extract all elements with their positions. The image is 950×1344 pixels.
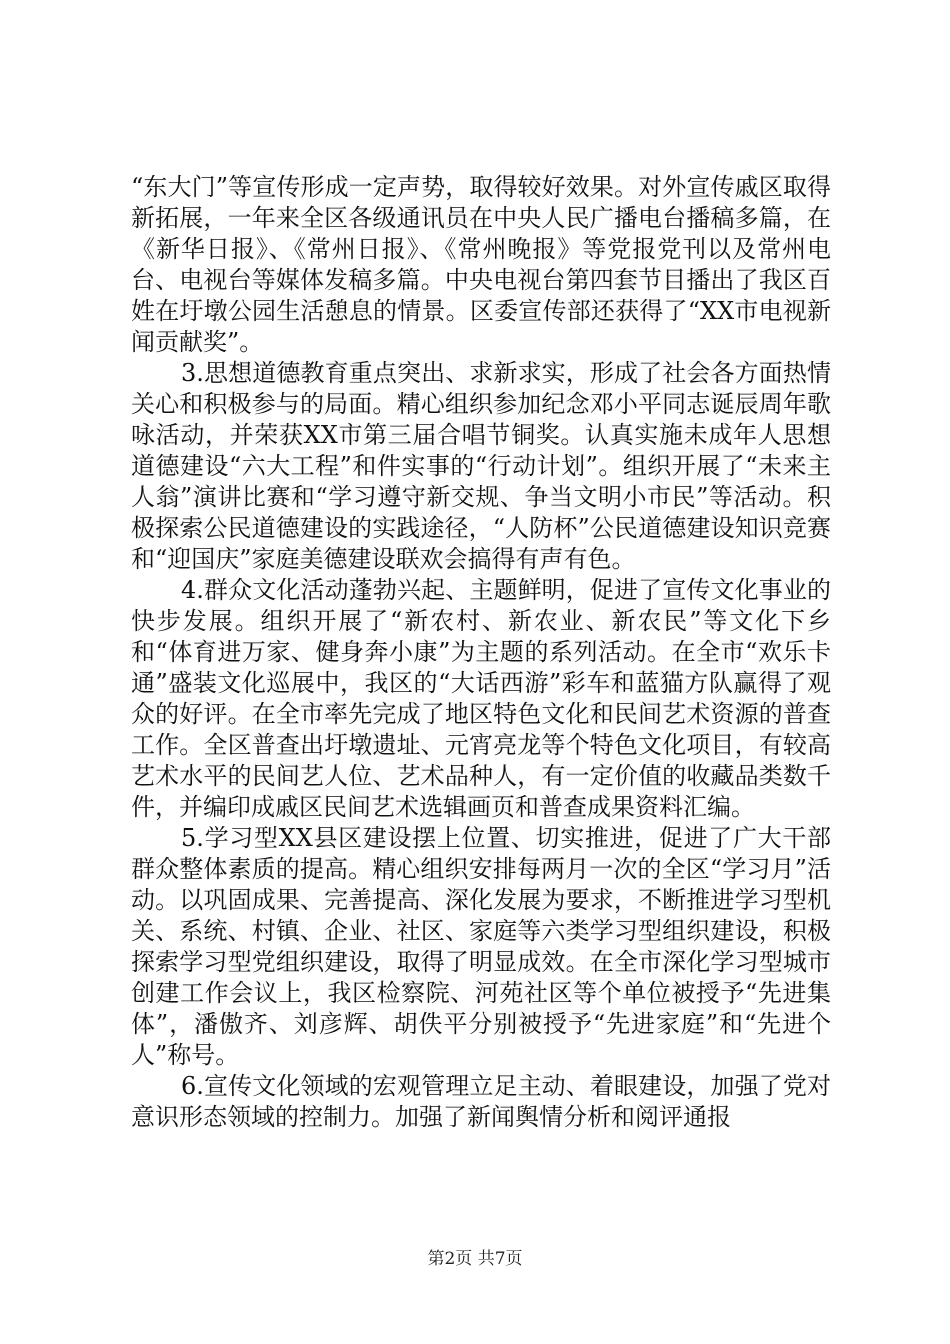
document-body xyxy=(131,172,831,1133)
paragraph-3: 3.思想道德教育重点突出、求新求实，形成了社会各方面热情关心和积极参与的局面。精心组织参加纪念邓小平同志诞辰周年歌咏活动，并荣获XX市第三届合唱节铜奖。认真实施未成年人思想道德建设“六大工程”和件实事的“行动计划”。组织开展了“未来主人翁”演讲比赛和“学习遵守新交规、争当文明小市民”等活动。积极探索公民道德建设的实践途径，“人防杯”公民道德建设知识竞赛和“迎国庆”家庭美德建设联欢会搞得有声有色。 xyxy=(131,359,831,573)
paragraph-6: 6.宣传文化领域的宏观管理立足主动、着眼建设，加强了党对意识形态领域的控制力。加强了新闻舆情分析和阅评通报 xyxy=(131,1072,831,1131)
paragraph-4: 4.群众文化活动蓬勃兴起、主题鲜明，促进了宣传文化事业的快步发展。组织开展了“新农村、新农业、新农民”等文化下乡和“体育进万家、健身奔小康”为主题的系列活动。在全市“欢乐卡通”盛装文化巡展中，我区的“大话西游”彩车和蓝猫方队赢得了观众的好评。在全市率先完成了地区特色文化和民间艺术资源的普查工作。全区普查出圩墩遗址、元宵亮龙等个特色文化项目，有较高艺术水平的民间艺人位、艺术品种人，有一定价值的收藏品类数千件，并编印成戚区民间艺术选辑画页和普查成果资料汇编。 xyxy=(131,576,831,821)
page-footer: 第2页 共7页 xyxy=(427,1249,523,1269)
paragraph-5: 5.学习型XX县区建设摆上位置、切实推进，促进了广大干部群众整体素质的提高。精心组织安排每两月一次的全区“学习月”活动。以巩固成果、完善提高、深化发展为要求，不断推进学习型机关、系统、村镇、企业、社区、家庭等六类学习型组织建设，积极探索学习型党组织建设，取得了明显成效。在全市深化学习型城市创建工作会议上，我区检察院、河苑社区等个单位被授予“先进集体”，潘傲齐、刘彦辉、胡佚平分别被授予“先进家庭”和“先进个人”称号。 xyxy=(131,824,831,1069)
paragraph-continued: “东大门”等宣传形成一定声势，取得较好效果。对外宣传戚区取得新拓展，一年来全区各级通讯员在中央人民广播电台播稿多篇，在《新华日报》、《常州日报》、《常州晚报》等党报党刊以及常州电台、电视台等媒体发稿多篇。中央电视台第四套节目播出了我区百姓在圩墩公园生活憩息的情景。区委宣传部还获得了“XX市电视新闻贡献奖”。 xyxy=(131,173,831,356)
